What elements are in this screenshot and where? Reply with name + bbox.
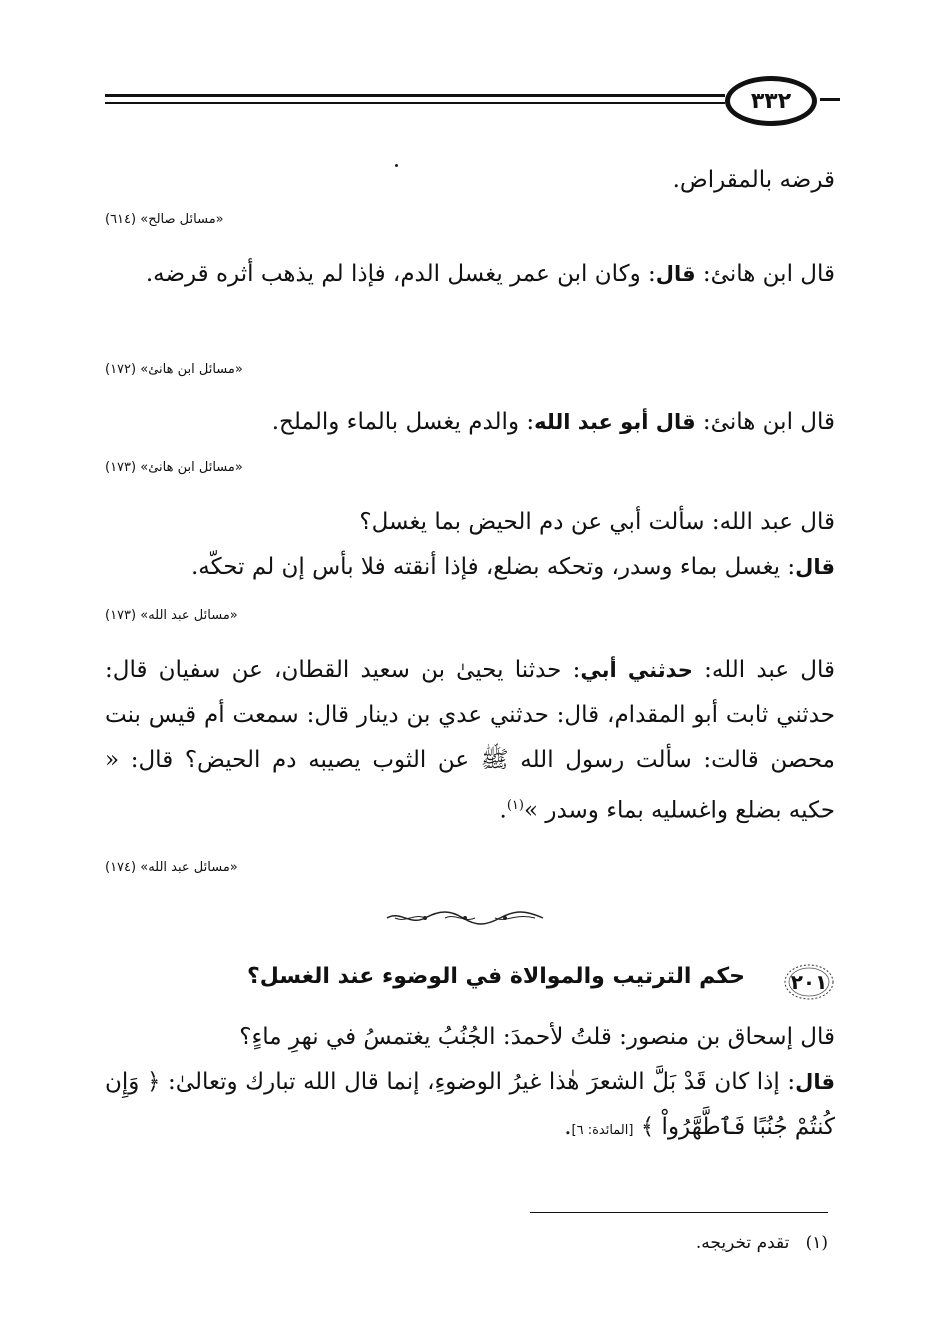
text-block [105, 648, 835, 834]
text-block [105, 252, 835, 297]
footnote [696, 1233, 828, 1253]
section-heading [105, 962, 835, 1002]
section-title: حكم الترتيب والموالاة في الوضوء عند الغسل؟ [246, 964, 745, 989]
header-rule [105, 102, 725, 104]
citation [105, 608, 835, 623]
footnote-marker: (١) [506, 798, 524, 813]
header-rule [105, 94, 725, 97]
source-reference: «مسائل عبد الله» (١٧٣) [105, 608, 238, 623]
section-number-badge [783, 962, 835, 1002]
citation [105, 212, 835, 227]
source-reference: «مسائل عبد الله» (١٧٤) [105, 860, 238, 875]
footnote-rule [530, 1212, 828, 1213]
page-number: ٣٣٢ [725, 76, 817, 126]
section-number: ٢٠١ [790, 970, 828, 994]
paragraph: قال عبد الله: سألت أبي عن دم الحيض بما يغسل؟ [359, 509, 835, 535]
paragraph: قال ابن هانئ: قال: وكان ابن عمر يغسل الدم، فإذا لم يذهب أثره قرضه. [145, 261, 835, 287]
footnote-number: (١) [805, 1233, 828, 1253]
citation [105, 860, 835, 875]
paragraph: قال: يغسل بماء وسدر، وتحكه بضلع، فإذا أنقته فلا بأس إن لم تحكّه. [190, 554, 835, 580]
source-reference: «مسائل ابن هانئ» (١٧٢) [105, 362, 243, 377]
paragraph: قال: إذا كان قَدْ بَلَّ الشعرَ هٰذا غيرُ الوضوءِ، إنما قال الله تبارك وتعالىٰ: ﴿ وَإِن كُنتُمْ جُنُبًا فَٱطَّهَّرُواْ ﴾ [المائدة: ٦]. [105, 1069, 835, 1140]
page-header [105, 76, 840, 132]
footnote-text: تقدم تخريجه. [695, 1233, 790, 1253]
header-rule [820, 98, 840, 101]
paragraph: قال عبد الله: حدثني أبي: حدثنا يحيىٰ بن سعيد القطان، عن سفيان قال: حدثني ثابت أبو المقدام، قال: حدثني عدي بن دينار قال: سمعت أم قيس بنت محصن قالت: سألت رسول الله ﷺ عن الثوب يصيبه دم الحيض؟ قال: « حكيه بضلع واغسليه بماء وسدر »$^{(١)}$. [105, 657, 836, 824]
paragraph: قال إسحاق بن منصور: قلتُ لأحمدَ: الجُنُبُ يغتمسُ في نهرِ ماءٍ؟ [239, 1024, 835, 1050]
source-reference: «مسائل ابن هانئ» (١٧٣) [105, 460, 243, 475]
paragraph: قال ابن هانئ: قال أبو عبد الله: والدم يغسل بالماء والملح. [271, 409, 835, 435]
ornament-divider [385, 908, 545, 928]
text-block [105, 400, 835, 445]
paragraph: قرضه بالمقراض. [672, 167, 835, 193]
quran-reference: [المائدة: ٦] [571, 1123, 634, 1138]
text-block [105, 158, 835, 203]
text-block [105, 500, 835, 590]
citation [105, 460, 835, 475]
citation [105, 362, 835, 377]
text-block [105, 1015, 835, 1153]
source-reference: «مسائل صالح» (٦١٤) [105, 212, 224, 227]
